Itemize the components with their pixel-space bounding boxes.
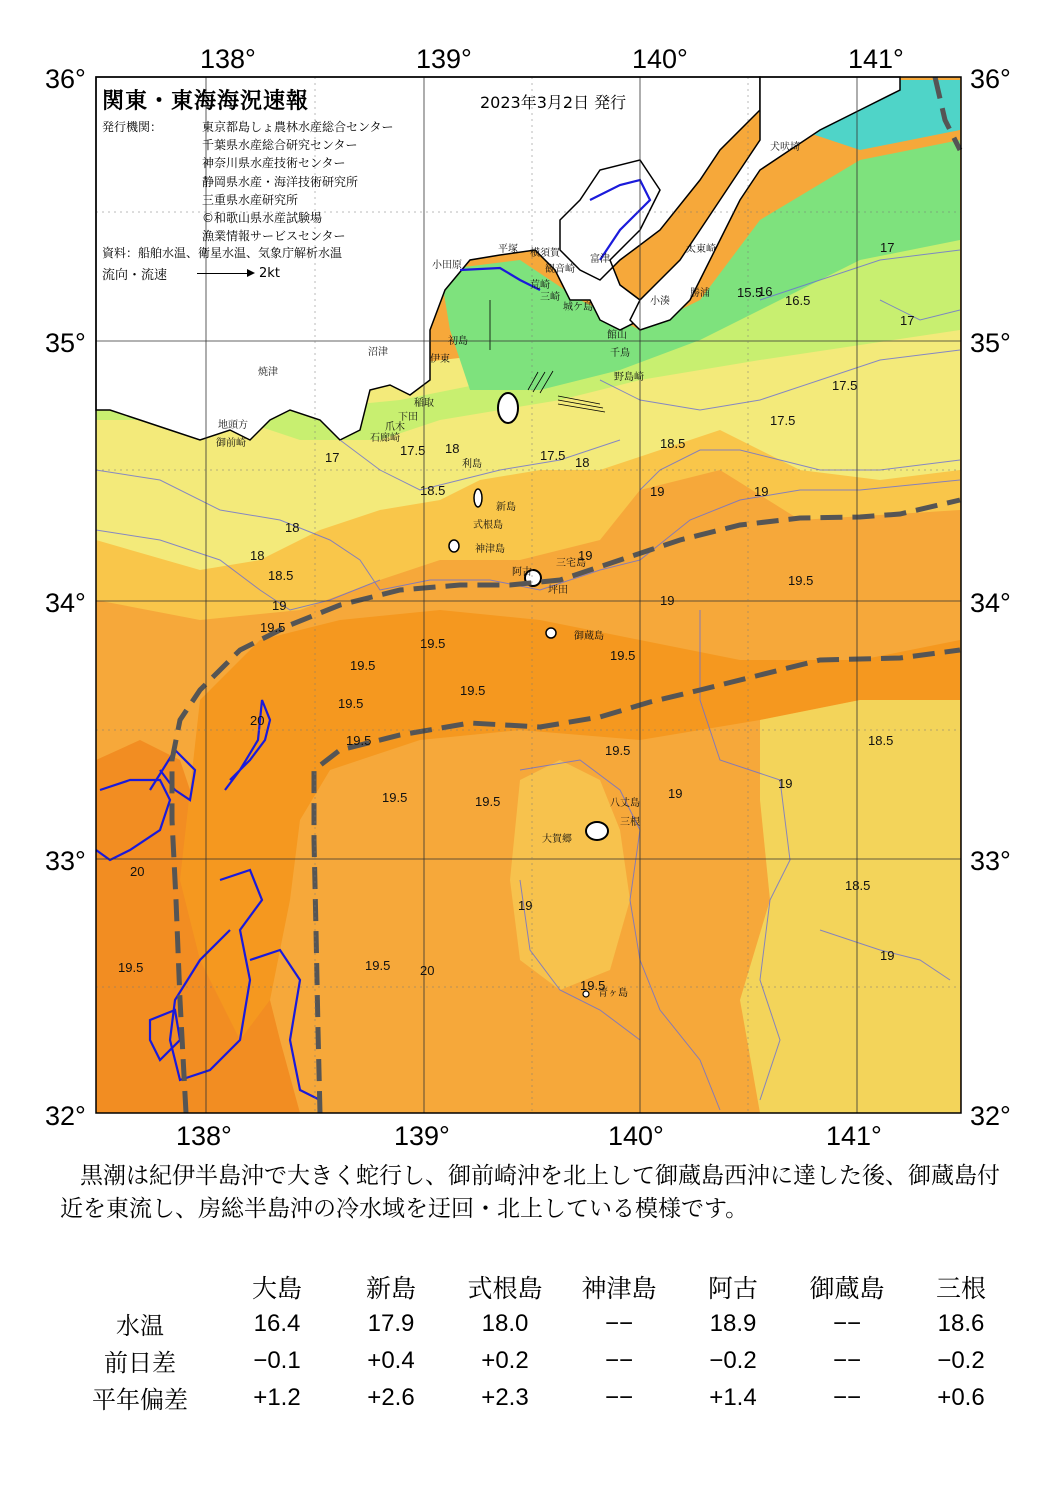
lat-labels-right	[970, 64, 1011, 1131]
contour-label: 19	[650, 484, 665, 499]
contour-label: 19	[518, 898, 533, 913]
table-cell: 18.6	[937, 1309, 985, 1337]
lon-label: 141°	[848, 44, 904, 74]
contour-label: 19.5	[460, 683, 486, 698]
contour-label: 17.5	[832, 378, 858, 393]
place-label: 阿古	[512, 567, 532, 578]
contour-label: 19.5	[338, 696, 364, 711]
contour-label: 18.5	[660, 436, 686, 451]
place-label: 三宅島	[556, 558, 586, 569]
lon-label: 138°	[176, 1121, 232, 1151]
table-cell: +2.3	[481, 1383, 529, 1411]
table-cell: +0.4	[367, 1346, 415, 1374]
place-label: 下田	[398, 412, 418, 423]
lat-label: 33°	[45, 846, 86, 876]
table-cell: −0.1	[253, 1346, 301, 1374]
table-cell: −0.2	[937, 1346, 985, 1374]
place-label: 御前崎	[216, 438, 246, 449]
place-label: 地頭方	[218, 420, 248, 431]
contour-label: 19.5	[118, 960, 144, 975]
contour-label: 19	[578, 548, 593, 563]
contour-label: 17	[325, 450, 340, 465]
lon-labels-top	[200, 44, 904, 74]
contour-label: 17	[900, 313, 915, 328]
column-header: 新島	[365, 1273, 416, 1303]
contour-label: 16.5	[785, 293, 811, 308]
land-niijima	[474, 489, 482, 507]
place-label: 荒崎	[530, 280, 550, 291]
observation-table	[60, 1268, 1020, 1416]
place-label: 勝浦	[690, 288, 710, 299]
lat-label: 35°	[45, 328, 86, 358]
contour-label: 18.5	[420, 483, 446, 498]
table-cell: +0.2	[481, 1346, 529, 1374]
place-label: 石廊崎	[370, 433, 400, 444]
table-cell: +0.6	[937, 1383, 985, 1411]
lon-label: 139°	[394, 1121, 450, 1151]
place-label: 富津	[590, 254, 610, 265]
place-label: 御蔵島	[574, 631, 604, 642]
table-cell: 17.9	[367, 1309, 415, 1337]
flow-legend-scale: 2kt	[259, 266, 280, 281]
issuer-item: ©和歌山県水産試験場	[202, 211, 323, 226]
table-cell: −−	[604, 1383, 634, 1411]
land-mikurajima	[546, 628, 556, 638]
table-header-row	[60, 1268, 1020, 1305]
table-cell: −−	[604, 1309, 634, 1337]
lon-label: 138°	[200, 44, 256, 74]
lat-label: 32°	[45, 1101, 86, 1131]
place-label: 太東崎	[686, 244, 716, 255]
issuer-block	[102, 118, 394, 245]
lat-label: 36°	[45, 64, 86, 94]
place-label: 八丈島	[610, 798, 640, 809]
table-cell: 18.9	[709, 1309, 757, 1337]
place-label: 沼津	[368, 347, 388, 358]
contour-label: 15.5	[737, 285, 763, 300]
contour-label: 20	[130, 864, 145, 879]
issuer-label: 発行機関：	[102, 120, 163, 134]
column-header: 阿古	[707, 1273, 758, 1303]
place-label: 犬吠埼	[770, 142, 800, 153]
contour-label: 17.5	[400, 443, 426, 458]
contour-label: 20	[420, 963, 435, 978]
contour-label: 19.5	[610, 648, 636, 663]
map-title: 関東・東海海況速報	[102, 89, 310, 114]
land-hachijojima	[586, 822, 608, 840]
place-label: 伊東	[430, 354, 450, 365]
contour-label: 19.5	[346, 733, 372, 748]
contour-label: 19.5	[420, 636, 446, 651]
contour-label: 18.5	[868, 733, 894, 748]
place-label: 青ヶ島	[598, 988, 628, 999]
contour-label: 19	[668, 786, 683, 801]
row-header: 水温	[116, 1312, 164, 1340]
place-label: 野島崎	[614, 372, 644, 383]
contour-label: 19.5	[580, 978, 606, 993]
column-header: 御蔵島	[809, 1273, 885, 1303]
place-label: 利島	[462, 459, 482, 470]
table-cell: −−	[832, 1383, 862, 1411]
lat-label: 34°	[45, 588, 86, 618]
lon-label: 141°	[826, 1121, 882, 1151]
issuer-list	[202, 118, 394, 245]
contour-label: 16	[758, 284, 773, 299]
summary-text: 黒潮は紀伊半島沖で大きく蛇行し、御前崎沖を北上して御蔵島西沖に達した後、御蔵島付近を東流し、房総半島沖の冷水域を迂回・北上している模様です。	[60, 1163, 1000, 1222]
place-label: 大賀郷	[542, 834, 572, 845]
place-label: 横須賀	[530, 248, 560, 259]
table-cell: +1.4	[709, 1383, 757, 1411]
issuer-item: 神奈川県水産技術センター	[202, 156, 346, 171]
lon-label: 140°	[608, 1121, 664, 1151]
lon-label: 139°	[416, 44, 472, 74]
flow-legend	[102, 264, 280, 283]
lon-label: 140°	[632, 44, 688, 74]
contour-label: 19.5	[475, 794, 501, 809]
place-label: 千鳥	[610, 348, 630, 359]
contour-label: 19	[880, 948, 895, 963]
place-label: 三根	[620, 817, 640, 828]
lat-label: 33°	[970, 846, 1011, 876]
row-header: 前日差	[104, 1349, 176, 1377]
contour-label: 17	[880, 240, 895, 255]
place-label: 小湊	[650, 296, 670, 307]
contour-label: 19	[754, 484, 769, 499]
contour-label: 18	[445, 441, 460, 456]
column-header: 神津島	[581, 1273, 657, 1303]
land-oshima	[498, 393, 518, 423]
lat-labels-left	[45, 64, 86, 1131]
place-label: 爪木	[385, 422, 405, 433]
column-header: 大島	[251, 1273, 302, 1303]
table-row	[60, 1379, 1020, 1416]
lat-label: 35°	[970, 328, 1011, 358]
arrow-icon	[197, 273, 253, 274]
place-label: 神津島	[475, 544, 505, 555]
contour-label: 19.5	[365, 958, 391, 973]
lat-label: 32°	[970, 1101, 1011, 1131]
place-label: 焼津	[258, 367, 278, 378]
contour-label: 18	[285, 520, 300, 535]
contour-label: 19.5	[382, 790, 408, 805]
table-cell: −−	[832, 1309, 862, 1337]
contour-label: 19	[660, 593, 675, 608]
place-label: 初島	[448, 336, 468, 347]
contour-label: 19.5	[350, 658, 376, 673]
lat-label: 36°	[970, 64, 1011, 94]
place-label: 小田原	[432, 260, 462, 271]
contour-label: 18.5	[845, 878, 871, 893]
place-label: 城ケ島	[563, 302, 593, 313]
place-label: 式根島	[473, 520, 503, 531]
contour-label: 19	[272, 598, 287, 613]
lat-label: 34°	[970, 588, 1011, 618]
contour-label: 19	[778, 776, 793, 791]
contour-label: 17.5	[540, 448, 566, 463]
table-cell: 16.4	[253, 1309, 301, 1337]
contour-label: 18	[575, 455, 590, 470]
issuer-item: 三重県水産研究所	[202, 192, 299, 207]
column-header: 式根島	[467, 1273, 543, 1303]
place-label: 三崎	[540, 292, 560, 303]
issuer-item: 千葉県水産総合研究センター	[202, 138, 358, 153]
land-kozushima	[449, 540, 459, 552]
contour-label: 19.5	[605, 743, 631, 758]
contour-label: 20	[250, 713, 265, 728]
contour-label: 18.5	[268, 568, 294, 583]
table-row	[60, 1342, 1020, 1379]
data-source: 資料：船舶水温、衛星水温、気象庁解析水温	[102, 246, 343, 260]
contour-label: 18	[250, 548, 265, 563]
table-row	[60, 1305, 1020, 1342]
issuer-item: 静岡県水産・海洋技術研究所	[202, 174, 359, 189]
contour-label: 19.5	[788, 573, 814, 588]
table-cell: −−	[832, 1346, 862, 1374]
place-label: 平塚	[498, 244, 518, 255]
table-cell: −0.2	[709, 1346, 757, 1374]
row-header: 平年偏差	[92, 1386, 188, 1414]
contour-label: 19.5	[260, 620, 286, 635]
place-label: 観音崎	[545, 264, 575, 275]
contour-label: 17.5	[770, 413, 796, 428]
table-cell: +1.2	[253, 1383, 301, 1411]
table-cell: 18.0	[481, 1309, 529, 1337]
flow-legend-label: 流向・流速	[102, 268, 168, 283]
lon-labels-bottom	[176, 1121, 882, 1151]
table-cell: −−	[604, 1346, 634, 1374]
place-label: 坪田	[548, 585, 568, 596]
table-cell: +2.6	[367, 1383, 415, 1411]
place-label: 稲取	[414, 398, 434, 409]
zone-18-5-east	[740, 700, 960, 1113]
issuer-item: 漁業情報サービスセンター	[202, 229, 346, 244]
issue-date: 2023年3月2日 発行	[480, 93, 627, 112]
place-label: 館山	[607, 330, 627, 341]
column-header: 三根	[935, 1273, 986, 1303]
issuer-item: 東京都島しょ農林水産総合センター	[202, 120, 394, 134]
place-label: 新島	[496, 502, 516, 513]
